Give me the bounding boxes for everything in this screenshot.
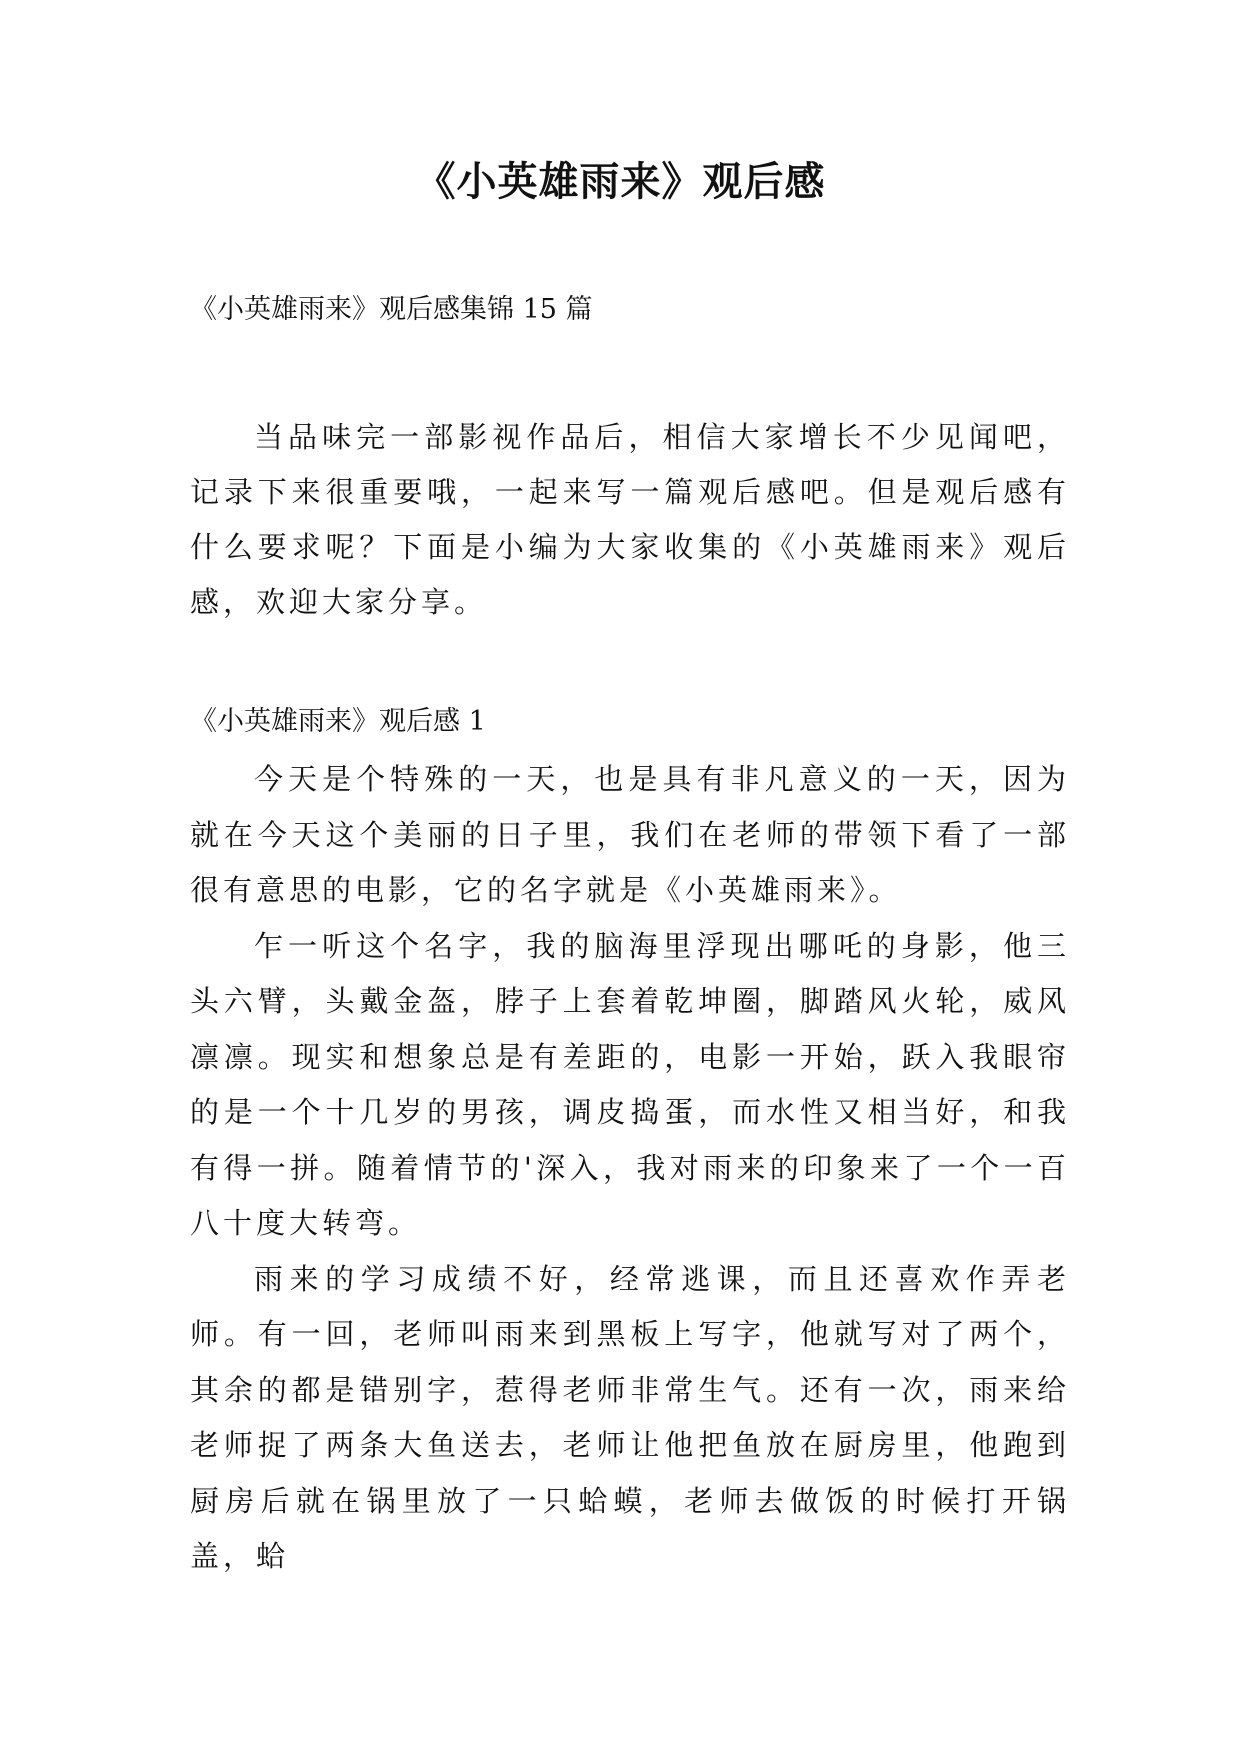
body-paragraph: 乍一听这个名字，我的脑海里浮现出哪吒的身影，他三头六臂，头戴金盔，脖子上套着乾坤圈，脚踏风火轮，威风凛凛。现实和想象总是有差距的，电影一开始，跃入我眼帘的是一个十几岁的男孩，调皮捣蛋，而水性又相当好，和我有得一拼。随着情节的'深入，我对雨来的印象来了一个一百八十度大转弯。 bbox=[190, 928, 1070, 1240]
document-subtitle: 《小英雄雨来》观后感集锦 15 篇 bbox=[190, 294, 593, 325]
intro-paragraph: 当品味完一部影视作品后，相信大家增长不少见闻吧，记录下来很重要哦，一起来写一篇观后感吧。但是观后感有什么要求呢？下面是小编为大家收集的《小英雄雨来》观后感，欢迎大家分享。 bbox=[190, 420, 1070, 619]
body-paragraph: 雨来的学习成绩不好，经常逃课，而且还喜欢作弄老师。有一回，老师叫雨来到黑板上写字，他就写对了两个，其余的都是错别字，惹得老师非常生气。还有一次，雨来给老师捉了两条大鱼送去，老师让他把鱼放在厨房里，他跑到厨房后就在锅里放了一只蛤蟆，老师去做饭的时候打开锅盖，蛤 bbox=[190, 1261, 1070, 1573]
body-paragraph: 今天是个特殊的一天，也是具有非凡意义的一天，因为就在今天这个美丽的日子里，我们在老师的带领下看了一部很有意思的电影，它的名字就是《小英雄雨来》。 bbox=[190, 762, 1070, 907]
section-heading: 《小英雄雨来》观后感 1 bbox=[190, 706, 486, 737]
document-title: 《小英雄雨来》观后感 bbox=[415, 159, 826, 205]
body-text bbox=[190, 752, 1070, 1585]
